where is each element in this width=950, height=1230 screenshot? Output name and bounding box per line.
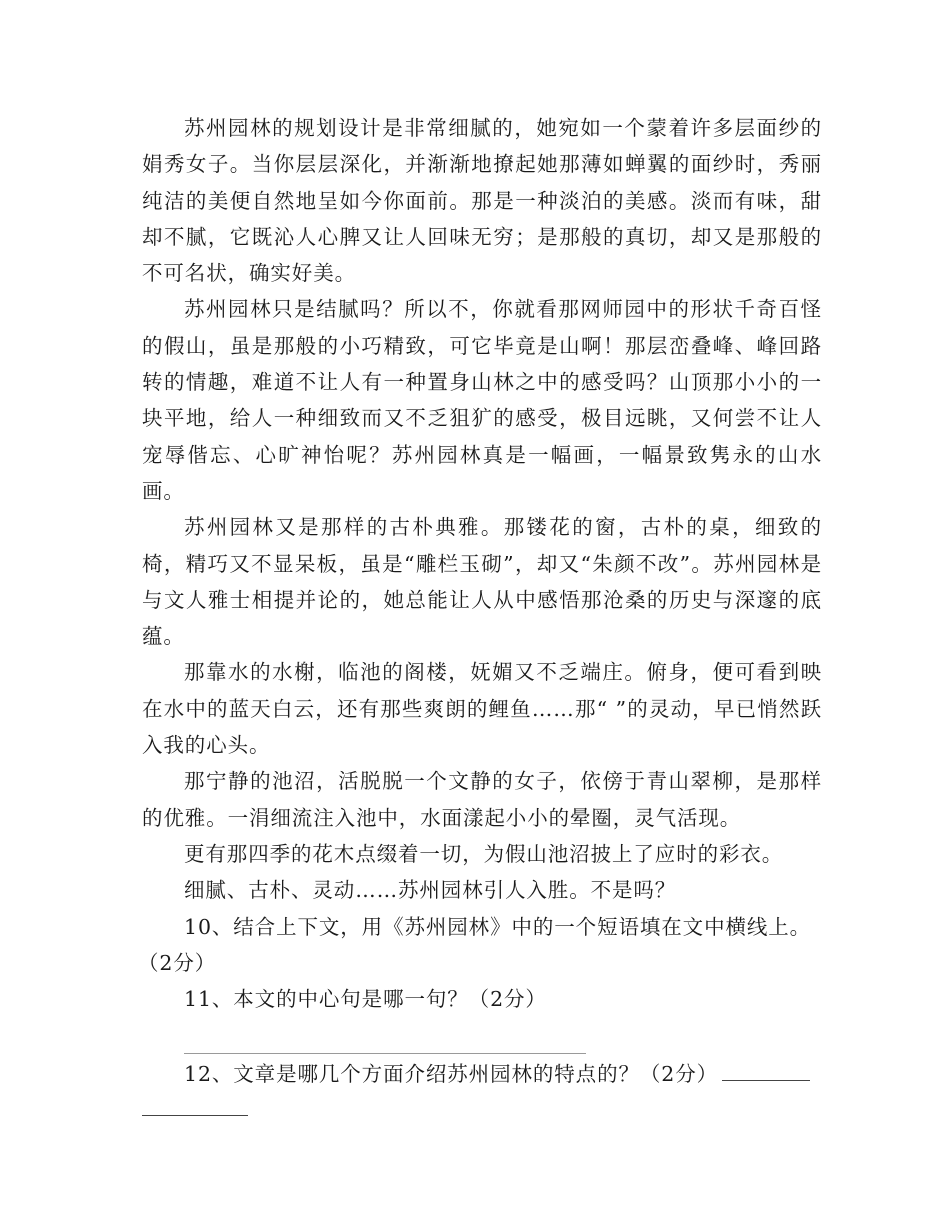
question-12-answer-blank[interactable]: [722, 1058, 810, 1081]
questions-section: [138, 909, 822, 1116]
paragraph-5: 那宁静的池沼，活脱脱一个文静的女子，依傍于青山翠柳，是那样的优雅。一涓细流注入池中，水面漾起小小的晕圈，灵气活现。: [142, 769, 822, 830]
paragraph-1: 苏州园林的规划设计是非常细腻的，她宛如一个蒙着许多层面纱的娟秀女子。当你层层深化，并渐渐地撩起她那薄如蝉翼的面纱时，秀丽纯洁的美便自然地呈如今你面前。那是一种淡泊的美感。淡而有味，甜却不腻，它既沁人心脾又让人回味无穷；是那般的真切，却又是那般的不可名状，确实好美。: [142, 116, 822, 286]
question-12-answer-line-continued[interactable]: [142, 1093, 248, 1116]
article-body: [142, 110, 822, 909]
paragraph-6: 更有那四季的花木点缀着一切，为假山池沼披上了应时的彩衣。: [184, 841, 784, 866]
question-11-answer-line[interactable]: [184, 1017, 586, 1054]
paragraph-7: 细腻、古朴、灵动……苏州园林引人入胜。不是吗？: [184, 878, 677, 903]
question-11: 11、本文的中心句是哪一句？（2分）: [184, 987, 547, 1012]
paragraph-3: 苏州园林又是那样的古朴典雅。那镂花的窗，古朴的桌，细致的椅，精巧又不显呆板，虽是“雕栏玉砌”，却又“朱颜不改”。苏州园林是与文人雅士相提并论的，她总能让人从中感悟那沧桑的历史与深邃的底蕴。: [142, 515, 822, 649]
question-10-score: （2分）: [138, 950, 217, 975]
question-12-row: [142, 1056, 822, 1092]
question-10: 10、结合上下文，用《苏州园林》中的一个短语填在文中横线上。: [184, 914, 812, 939]
paragraph-2: 苏州园林只是结腻吗？所以不，你就看那网师园中的形状千奇百怪的假山，虽是那般的小巧精致，可它毕竟是山啊！那层峦叠峰、峰回路转的情趣，难道不让人有一种置身山林之中的感受吗？山顶那小小的一块平地，给人一种细致而又不乏狙犷的感受，极目远眺，又何尝不让人宠辱偕忘、心旷神怡呢？苏州园林真是一幅画，一幅景致隽永的山水画。: [142, 297, 822, 503]
document-page: [138, 110, 822, 1116]
paragraph-4: 那靠水的水榭，临池的阁楼，妩媚又不乏端庄。俯身，便可看到映在水中的蓝天白云，还有那些爽朗的鲤鱼……那“ ”的灵动，早已悄然跃入我的心头。: [142, 660, 822, 758]
question-12: 12、文章是哪几个方面介绍苏州园林的特点的？（2分）: [184, 1062, 719, 1087]
